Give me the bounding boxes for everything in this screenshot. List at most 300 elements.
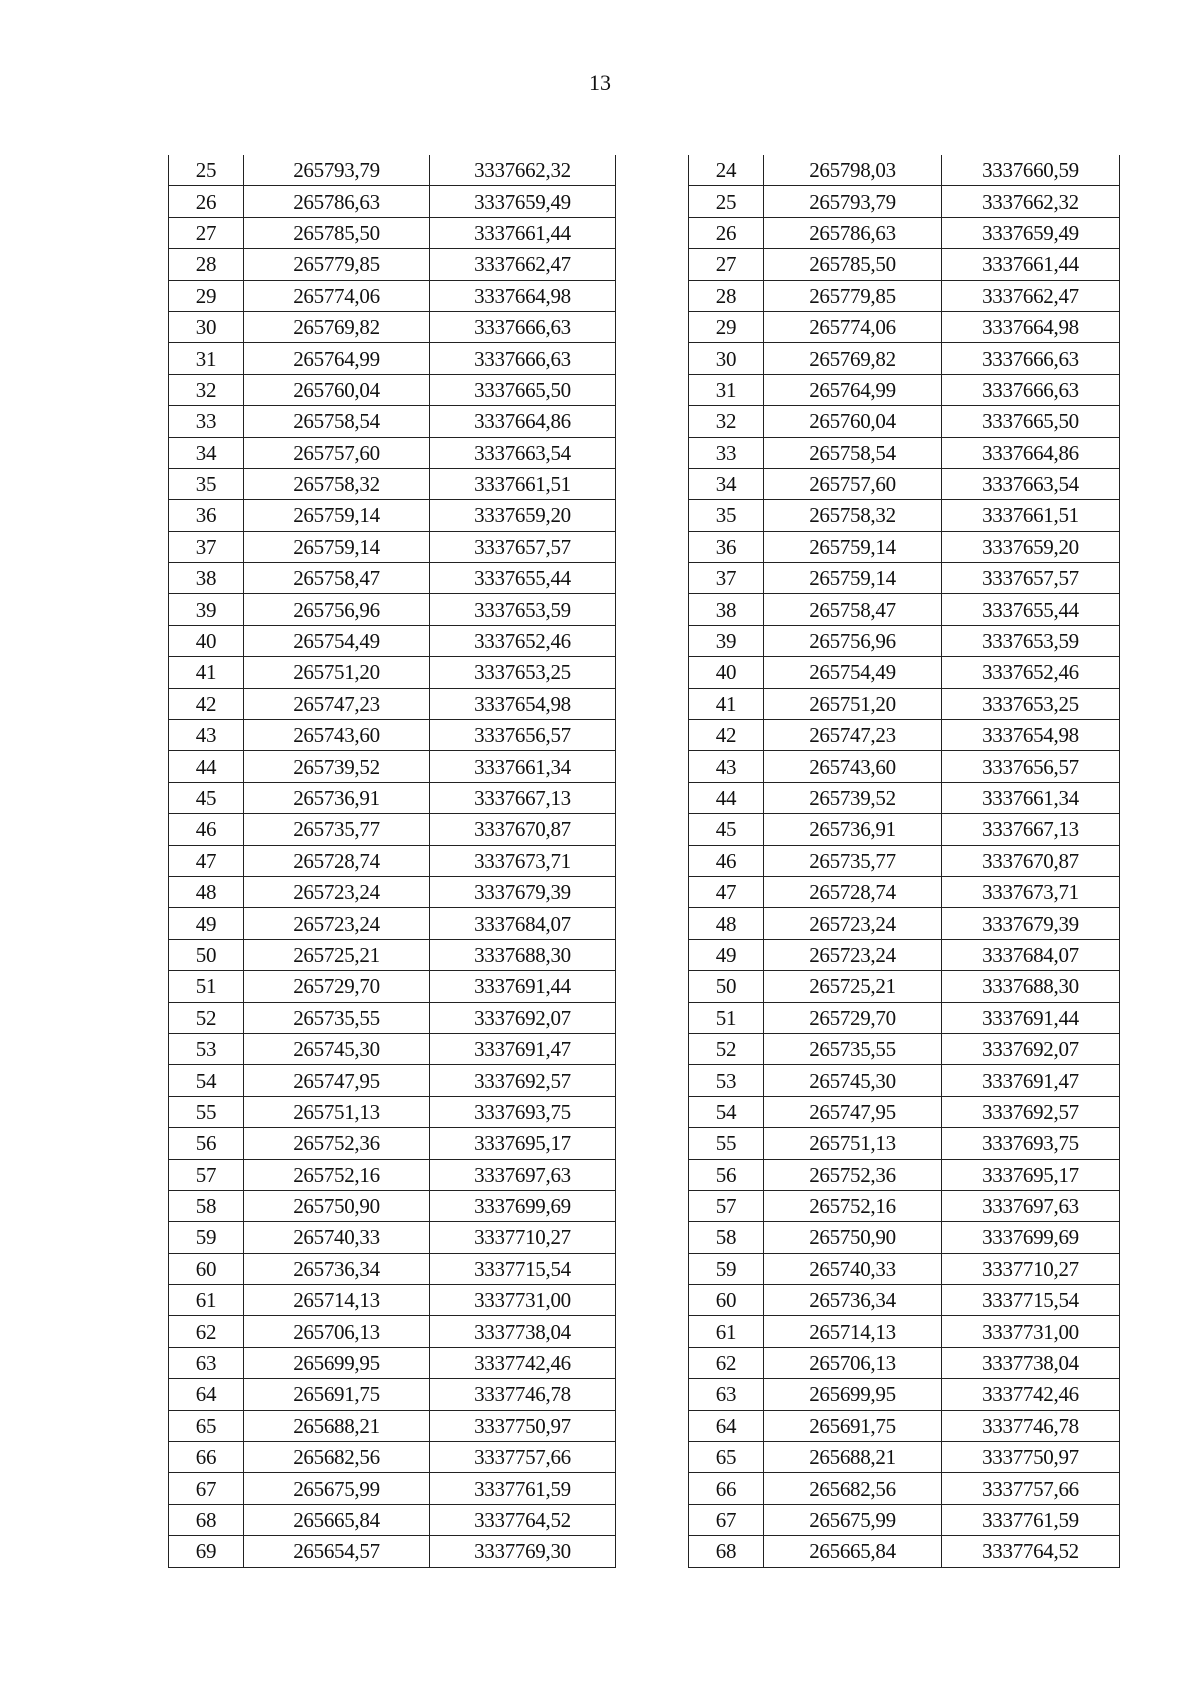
point-number-cell: 28 [689, 280, 764, 311]
table-row [169, 155, 616, 186]
point-number-cell: 29 [169, 280, 244, 311]
point-number-cell: 56 [689, 1159, 764, 1190]
x-coordinate-cell: 265736,91 [244, 782, 430, 813]
y-coordinate-cell: 3337692,07 [430, 1002, 616, 1033]
x-coordinate-cell: 265736,91 [764, 814, 942, 845]
table-row [689, 751, 1120, 782]
x-coordinate-cell: 265751,13 [764, 1128, 942, 1159]
y-coordinate-cell: 3337670,87 [942, 845, 1120, 876]
table-row [689, 1033, 1120, 1064]
table-row [169, 1222, 616, 1253]
point-number-cell: 53 [169, 1033, 244, 1064]
point-number-cell: 57 [689, 1190, 764, 1221]
y-coordinate-cell: 3337657,57 [430, 531, 616, 562]
point-number-cell: 61 [689, 1316, 764, 1347]
table-row [689, 1379, 1120, 1410]
point-number-cell: 46 [689, 845, 764, 876]
coordinates-table-right [688, 155, 1120, 1568]
y-coordinate-cell: 3337697,63 [430, 1159, 616, 1190]
y-coordinate-cell: 3337764,52 [430, 1504, 616, 1535]
y-coordinate-cell: 3337715,54 [430, 1253, 616, 1284]
table-row [169, 1128, 616, 1159]
x-coordinate-cell: 265786,63 [244, 186, 430, 217]
y-coordinate-cell: 3337661,51 [942, 500, 1120, 531]
y-coordinate-cell: 3337746,78 [942, 1410, 1120, 1441]
y-coordinate-cell: 3337659,20 [942, 531, 1120, 562]
table-row [169, 594, 616, 625]
x-coordinate-cell: 265785,50 [764, 249, 942, 280]
y-coordinate-cell: 3337659,49 [430, 186, 616, 217]
table-row [169, 217, 616, 248]
table-row [169, 1504, 616, 1535]
point-number-cell: 45 [169, 782, 244, 813]
table-row [169, 311, 616, 342]
x-coordinate-cell: 265665,84 [244, 1504, 430, 1535]
point-number-cell: 42 [169, 688, 244, 719]
y-coordinate-cell: 3337661,44 [430, 217, 616, 248]
table-row [689, 1096, 1120, 1127]
y-coordinate-cell: 3337659,49 [942, 217, 1120, 248]
y-coordinate-cell: 3337652,46 [942, 657, 1120, 688]
x-coordinate-cell: 265758,54 [244, 406, 430, 437]
y-coordinate-cell: 3337661,44 [942, 249, 1120, 280]
x-coordinate-cell: 265751,20 [244, 657, 430, 688]
table-row [689, 1442, 1120, 1473]
y-coordinate-cell: 3337660,59 [942, 155, 1120, 186]
y-coordinate-cell: 3337661,34 [430, 751, 616, 782]
point-number-cell: 59 [169, 1222, 244, 1253]
y-coordinate-cell: 3337738,04 [430, 1316, 616, 1347]
x-coordinate-cell: 265743,60 [244, 720, 430, 751]
x-coordinate-cell: 265725,21 [244, 939, 430, 970]
y-coordinate-cell: 3337738,04 [942, 1347, 1120, 1378]
x-coordinate-cell: 265747,95 [764, 1096, 942, 1127]
x-coordinate-cell: 265793,79 [764, 186, 942, 217]
y-coordinate-cell: 3337731,00 [430, 1285, 616, 1316]
y-coordinate-cell: 3337746,78 [430, 1379, 616, 1410]
point-number-cell: 65 [689, 1442, 764, 1473]
y-coordinate-cell: 3337659,20 [430, 500, 616, 531]
point-number-cell: 29 [689, 311, 764, 342]
x-coordinate-cell: 265729,70 [764, 1002, 942, 1033]
table-row [169, 1347, 616, 1378]
point-number-cell: 36 [689, 531, 764, 562]
point-number-cell: 52 [689, 1033, 764, 1064]
x-coordinate-cell: 265764,99 [244, 343, 430, 374]
point-number-cell: 55 [689, 1128, 764, 1159]
x-coordinate-cell: 265723,24 [764, 908, 942, 939]
y-coordinate-cell: 3337750,97 [430, 1410, 616, 1441]
y-coordinate-cell: 3337688,30 [942, 971, 1120, 1002]
table-row [689, 1504, 1120, 1535]
x-coordinate-cell: 265739,52 [764, 782, 942, 813]
x-coordinate-cell: 265752,16 [244, 1159, 430, 1190]
table-row [689, 845, 1120, 876]
table-row [169, 1316, 616, 1347]
table-row [169, 343, 616, 374]
x-coordinate-cell: 265758,32 [244, 468, 430, 499]
point-number-cell: 56 [169, 1128, 244, 1159]
point-number-cell: 66 [689, 1473, 764, 1504]
table-row [169, 1410, 616, 1441]
table-row [169, 1159, 616, 1190]
table-row [169, 1473, 616, 1504]
table-row [169, 563, 616, 594]
y-coordinate-cell: 3337684,07 [430, 908, 616, 939]
x-coordinate-cell: 265764,99 [764, 374, 942, 405]
point-number-cell: 57 [169, 1159, 244, 1190]
x-coordinate-cell: 265759,14 [244, 531, 430, 562]
y-coordinate-cell: 3337699,69 [942, 1222, 1120, 1253]
point-number-cell: 52 [169, 1002, 244, 1033]
point-number-cell: 24 [689, 155, 764, 186]
y-coordinate-cell: 3337691,44 [942, 1002, 1120, 1033]
x-coordinate-cell: 265723,24 [764, 939, 942, 970]
x-coordinate-cell: 265688,21 [764, 1442, 942, 1473]
point-number-cell: 49 [169, 908, 244, 939]
x-coordinate-cell: 265735,77 [244, 814, 430, 845]
y-coordinate-cell: 3337693,75 [430, 1096, 616, 1127]
table-row [689, 720, 1120, 751]
page-number: 13 [589, 70, 611, 95]
x-coordinate-cell: 265779,85 [764, 280, 942, 311]
x-coordinate-cell: 265729,70 [244, 971, 430, 1002]
y-coordinate-cell: 3337664,98 [430, 280, 616, 311]
x-coordinate-cell: 265728,74 [764, 876, 942, 907]
point-number-cell: 33 [169, 406, 244, 437]
point-number-cell: 30 [169, 311, 244, 342]
x-coordinate-cell: 265760,04 [244, 374, 430, 405]
point-number-cell: 26 [169, 186, 244, 217]
table-row [689, 1316, 1120, 1347]
x-coordinate-cell: 265757,60 [244, 437, 430, 468]
y-coordinate-cell: 3337665,50 [942, 406, 1120, 437]
x-coordinate-cell: 265752,16 [764, 1190, 942, 1221]
x-coordinate-cell: 265699,95 [764, 1379, 942, 1410]
x-coordinate-cell: 265736,34 [764, 1285, 942, 1316]
y-coordinate-cell: 3337655,44 [942, 594, 1120, 625]
y-coordinate-cell: 3337656,57 [942, 751, 1120, 782]
x-coordinate-cell: 265758,47 [764, 594, 942, 625]
point-number-cell: 49 [689, 939, 764, 970]
point-number-cell: 63 [169, 1347, 244, 1378]
y-coordinate-cell: 3337761,59 [430, 1473, 616, 1504]
y-coordinate-cell: 3337661,34 [942, 782, 1120, 813]
y-coordinate-cell: 3337742,46 [430, 1347, 616, 1378]
y-coordinate-cell: 3337757,66 [942, 1473, 1120, 1504]
y-coordinate-cell: 3337657,57 [942, 563, 1120, 594]
table-row [169, 1033, 616, 1064]
table-row [689, 186, 1120, 217]
table-row [169, 374, 616, 405]
table-row [169, 1442, 616, 1473]
y-coordinate-cell: 3337691,44 [430, 971, 616, 1002]
x-coordinate-cell: 265786,63 [764, 217, 942, 248]
point-number-cell: 48 [169, 876, 244, 907]
point-number-cell: 41 [169, 657, 244, 688]
y-coordinate-cell: 3337673,71 [430, 845, 616, 876]
y-coordinate-cell: 3337761,59 [942, 1504, 1120, 1535]
y-coordinate-cell: 3337663,54 [430, 437, 616, 468]
table-row [689, 217, 1120, 248]
x-coordinate-cell: 265665,84 [764, 1536, 942, 1567]
point-number-cell: 34 [169, 437, 244, 468]
x-coordinate-cell: 265757,60 [764, 468, 942, 499]
table-row [169, 876, 616, 907]
point-number-cell: 33 [689, 437, 764, 468]
point-number-cell: 31 [169, 343, 244, 374]
table-row [689, 1536, 1120, 1567]
x-coordinate-cell: 265750,90 [244, 1190, 430, 1221]
point-number-cell: 44 [689, 782, 764, 813]
y-coordinate-cell: 3337667,13 [430, 782, 616, 813]
point-number-cell: 38 [689, 594, 764, 625]
y-coordinate-cell: 3337692,57 [942, 1096, 1120, 1127]
point-number-cell: 40 [169, 625, 244, 656]
x-coordinate-cell: 265747,23 [244, 688, 430, 719]
x-coordinate-cell: 265688,21 [244, 1410, 430, 1441]
x-coordinate-cell: 265759,14 [764, 563, 942, 594]
y-coordinate-cell: 3337691,47 [430, 1033, 616, 1064]
table-row [689, 1473, 1120, 1504]
table-row [689, 1410, 1120, 1441]
x-coordinate-cell: 265759,14 [244, 500, 430, 531]
point-number-cell: 45 [689, 814, 764, 845]
point-number-cell: 42 [689, 720, 764, 751]
point-number-cell: 64 [689, 1410, 764, 1441]
point-number-cell: 66 [169, 1442, 244, 1473]
table-row [689, 688, 1120, 719]
y-coordinate-cell: 3337661,51 [430, 468, 616, 499]
table-row [689, 782, 1120, 813]
y-coordinate-cell: 3337653,59 [942, 625, 1120, 656]
y-coordinate-cell: 3337653,59 [430, 594, 616, 625]
table-row [169, 1002, 616, 1033]
y-coordinate-cell: 3337653,25 [430, 657, 616, 688]
point-number-cell: 68 [169, 1504, 244, 1535]
table-row [169, 1379, 616, 1410]
y-coordinate-cell: 3337666,63 [942, 343, 1120, 374]
point-number-cell: 43 [169, 720, 244, 751]
table-row [689, 814, 1120, 845]
y-coordinate-cell: 3337710,27 [430, 1222, 616, 1253]
y-coordinate-cell: 3337679,39 [430, 876, 616, 907]
x-coordinate-cell: 265723,24 [244, 908, 430, 939]
table-row [689, 657, 1120, 688]
y-coordinate-cell: 3337688,30 [430, 939, 616, 970]
point-number-cell: 35 [169, 468, 244, 499]
point-number-cell: 63 [689, 1379, 764, 1410]
table-row [689, 1285, 1120, 1316]
table-row [169, 751, 616, 782]
x-coordinate-cell: 265751,13 [244, 1096, 430, 1127]
table-row [689, 1347, 1120, 1378]
coordinates-table-right-body [689, 155, 1120, 1567]
x-coordinate-cell: 265747,95 [244, 1065, 430, 1096]
table-row [169, 908, 616, 939]
point-number-cell: 62 [689, 1347, 764, 1378]
x-coordinate-cell: 265751,20 [764, 688, 942, 719]
x-coordinate-cell: 265728,74 [244, 845, 430, 876]
y-coordinate-cell: 3337673,71 [942, 876, 1120, 907]
y-coordinate-cell: 3337667,13 [942, 814, 1120, 845]
point-number-cell: 58 [689, 1222, 764, 1253]
point-number-cell: 50 [689, 971, 764, 1002]
x-coordinate-cell: 265752,36 [764, 1159, 942, 1190]
table-row [689, 280, 1120, 311]
y-coordinate-cell: 3337662,32 [942, 186, 1120, 217]
point-number-cell: 32 [169, 374, 244, 405]
y-coordinate-cell: 3337666,63 [430, 311, 616, 342]
x-coordinate-cell: 265706,13 [764, 1347, 942, 1378]
y-coordinate-cell: 3337665,50 [430, 374, 616, 405]
x-coordinate-cell: 265750,90 [764, 1222, 942, 1253]
point-number-cell: 61 [169, 1285, 244, 1316]
x-coordinate-cell: 265682,56 [244, 1442, 430, 1473]
x-coordinate-cell: 265779,85 [244, 249, 430, 280]
table-row [169, 939, 616, 970]
x-coordinate-cell: 265758,47 [244, 563, 430, 594]
point-number-cell: 37 [689, 563, 764, 594]
x-coordinate-cell: 265735,55 [764, 1033, 942, 1064]
x-coordinate-cell: 265769,82 [244, 311, 430, 342]
y-coordinate-cell: 3337655,44 [430, 563, 616, 594]
table-row [689, 343, 1120, 374]
y-coordinate-cell: 3337742,46 [942, 1379, 1120, 1410]
x-coordinate-cell: 265743,60 [764, 751, 942, 782]
table-row [689, 594, 1120, 625]
y-coordinate-cell: 3337662,32 [430, 155, 616, 186]
table-row [689, 1253, 1120, 1284]
table-row [169, 625, 616, 656]
table-row [689, 1222, 1120, 1253]
x-coordinate-cell: 265714,13 [764, 1316, 942, 1347]
table-row [169, 1536, 616, 1567]
point-number-cell: 31 [689, 374, 764, 405]
point-number-cell: 64 [169, 1379, 244, 1410]
table-row [169, 1253, 616, 1284]
x-coordinate-cell: 265706,13 [244, 1316, 430, 1347]
table-row [169, 406, 616, 437]
y-coordinate-cell: 3337697,63 [942, 1190, 1120, 1221]
table-row [689, 563, 1120, 594]
table-row [169, 280, 616, 311]
table-row [169, 531, 616, 562]
table-row [169, 437, 616, 468]
point-number-cell: 27 [169, 217, 244, 248]
point-number-cell: 39 [689, 625, 764, 656]
point-number-cell: 65 [169, 1410, 244, 1441]
table-row [169, 1285, 616, 1316]
y-coordinate-cell: 3337664,86 [430, 406, 616, 437]
y-coordinate-cell: 3337750,97 [942, 1442, 1120, 1473]
table-row [689, 155, 1120, 186]
x-coordinate-cell: 265740,33 [764, 1253, 942, 1284]
coordinates-table-left-body [169, 155, 616, 1567]
x-coordinate-cell: 265699,95 [244, 1347, 430, 1378]
y-coordinate-cell: 3337654,98 [430, 688, 616, 719]
point-number-cell: 69 [169, 1536, 244, 1567]
table-row [689, 908, 1120, 939]
point-number-cell: 47 [689, 876, 764, 907]
table-row [689, 311, 1120, 342]
x-coordinate-cell: 265675,99 [764, 1504, 942, 1535]
point-number-cell: 25 [689, 186, 764, 217]
y-coordinate-cell: 3337664,86 [942, 437, 1120, 468]
table-row [689, 468, 1120, 499]
y-coordinate-cell: 3337693,75 [942, 1128, 1120, 1159]
point-number-cell: 67 [169, 1473, 244, 1504]
point-number-cell: 55 [169, 1096, 244, 1127]
table-row [689, 876, 1120, 907]
x-coordinate-cell: 265798,03 [764, 155, 942, 186]
table-row [689, 1190, 1120, 1221]
point-number-cell: 48 [689, 908, 764, 939]
y-coordinate-cell: 3337695,17 [430, 1128, 616, 1159]
point-number-cell: 53 [689, 1065, 764, 1096]
y-coordinate-cell: 3337692,07 [942, 1033, 1120, 1064]
point-number-cell: 67 [689, 1504, 764, 1535]
x-coordinate-cell: 265691,75 [244, 1379, 430, 1410]
table-row [689, 1128, 1120, 1159]
point-number-cell: 51 [169, 971, 244, 1002]
table-row [169, 720, 616, 751]
table-row [689, 249, 1120, 280]
x-coordinate-cell: 265759,14 [764, 531, 942, 562]
y-coordinate-cell: 3337679,39 [942, 908, 1120, 939]
x-coordinate-cell: 265754,49 [764, 657, 942, 688]
table-row [689, 437, 1120, 468]
y-coordinate-cell: 3337654,98 [942, 720, 1120, 751]
x-coordinate-cell: 265774,06 [244, 280, 430, 311]
table-row [689, 374, 1120, 405]
table-row [169, 500, 616, 531]
y-coordinate-cell: 3337731,00 [942, 1316, 1120, 1347]
y-coordinate-cell: 3337670,87 [430, 814, 616, 845]
table-row [689, 1002, 1120, 1033]
point-number-cell: 26 [689, 217, 764, 248]
x-coordinate-cell: 265785,50 [244, 217, 430, 248]
point-number-cell: 60 [689, 1285, 764, 1316]
table-row [689, 1065, 1120, 1096]
x-coordinate-cell: 265691,75 [764, 1410, 942, 1441]
point-number-cell: 30 [689, 343, 764, 374]
y-coordinate-cell: 3337692,57 [430, 1065, 616, 1096]
x-coordinate-cell: 265752,36 [244, 1128, 430, 1159]
x-coordinate-cell: 265758,54 [764, 437, 942, 468]
table-row [169, 1096, 616, 1127]
y-coordinate-cell: 3337666,63 [430, 343, 616, 374]
x-coordinate-cell: 265754,49 [244, 625, 430, 656]
y-coordinate-cell: 3337653,25 [942, 688, 1120, 719]
point-number-cell: 40 [689, 657, 764, 688]
table-row [169, 688, 616, 719]
x-coordinate-cell: 265758,32 [764, 500, 942, 531]
x-coordinate-cell: 265756,96 [764, 625, 942, 656]
point-number-cell: 36 [169, 500, 244, 531]
point-number-cell: 58 [169, 1190, 244, 1221]
y-coordinate-cell: 3337757,66 [430, 1442, 616, 1473]
y-coordinate-cell: 3337656,57 [430, 720, 616, 751]
point-number-cell: 41 [689, 688, 764, 719]
point-number-cell: 47 [169, 845, 244, 876]
table-row [689, 531, 1120, 562]
y-coordinate-cell: 3337662,47 [942, 280, 1120, 311]
point-number-cell: 25 [169, 155, 244, 186]
point-number-cell: 35 [689, 500, 764, 531]
x-coordinate-cell: 265745,30 [764, 1065, 942, 1096]
y-coordinate-cell: 3337684,07 [942, 939, 1120, 970]
